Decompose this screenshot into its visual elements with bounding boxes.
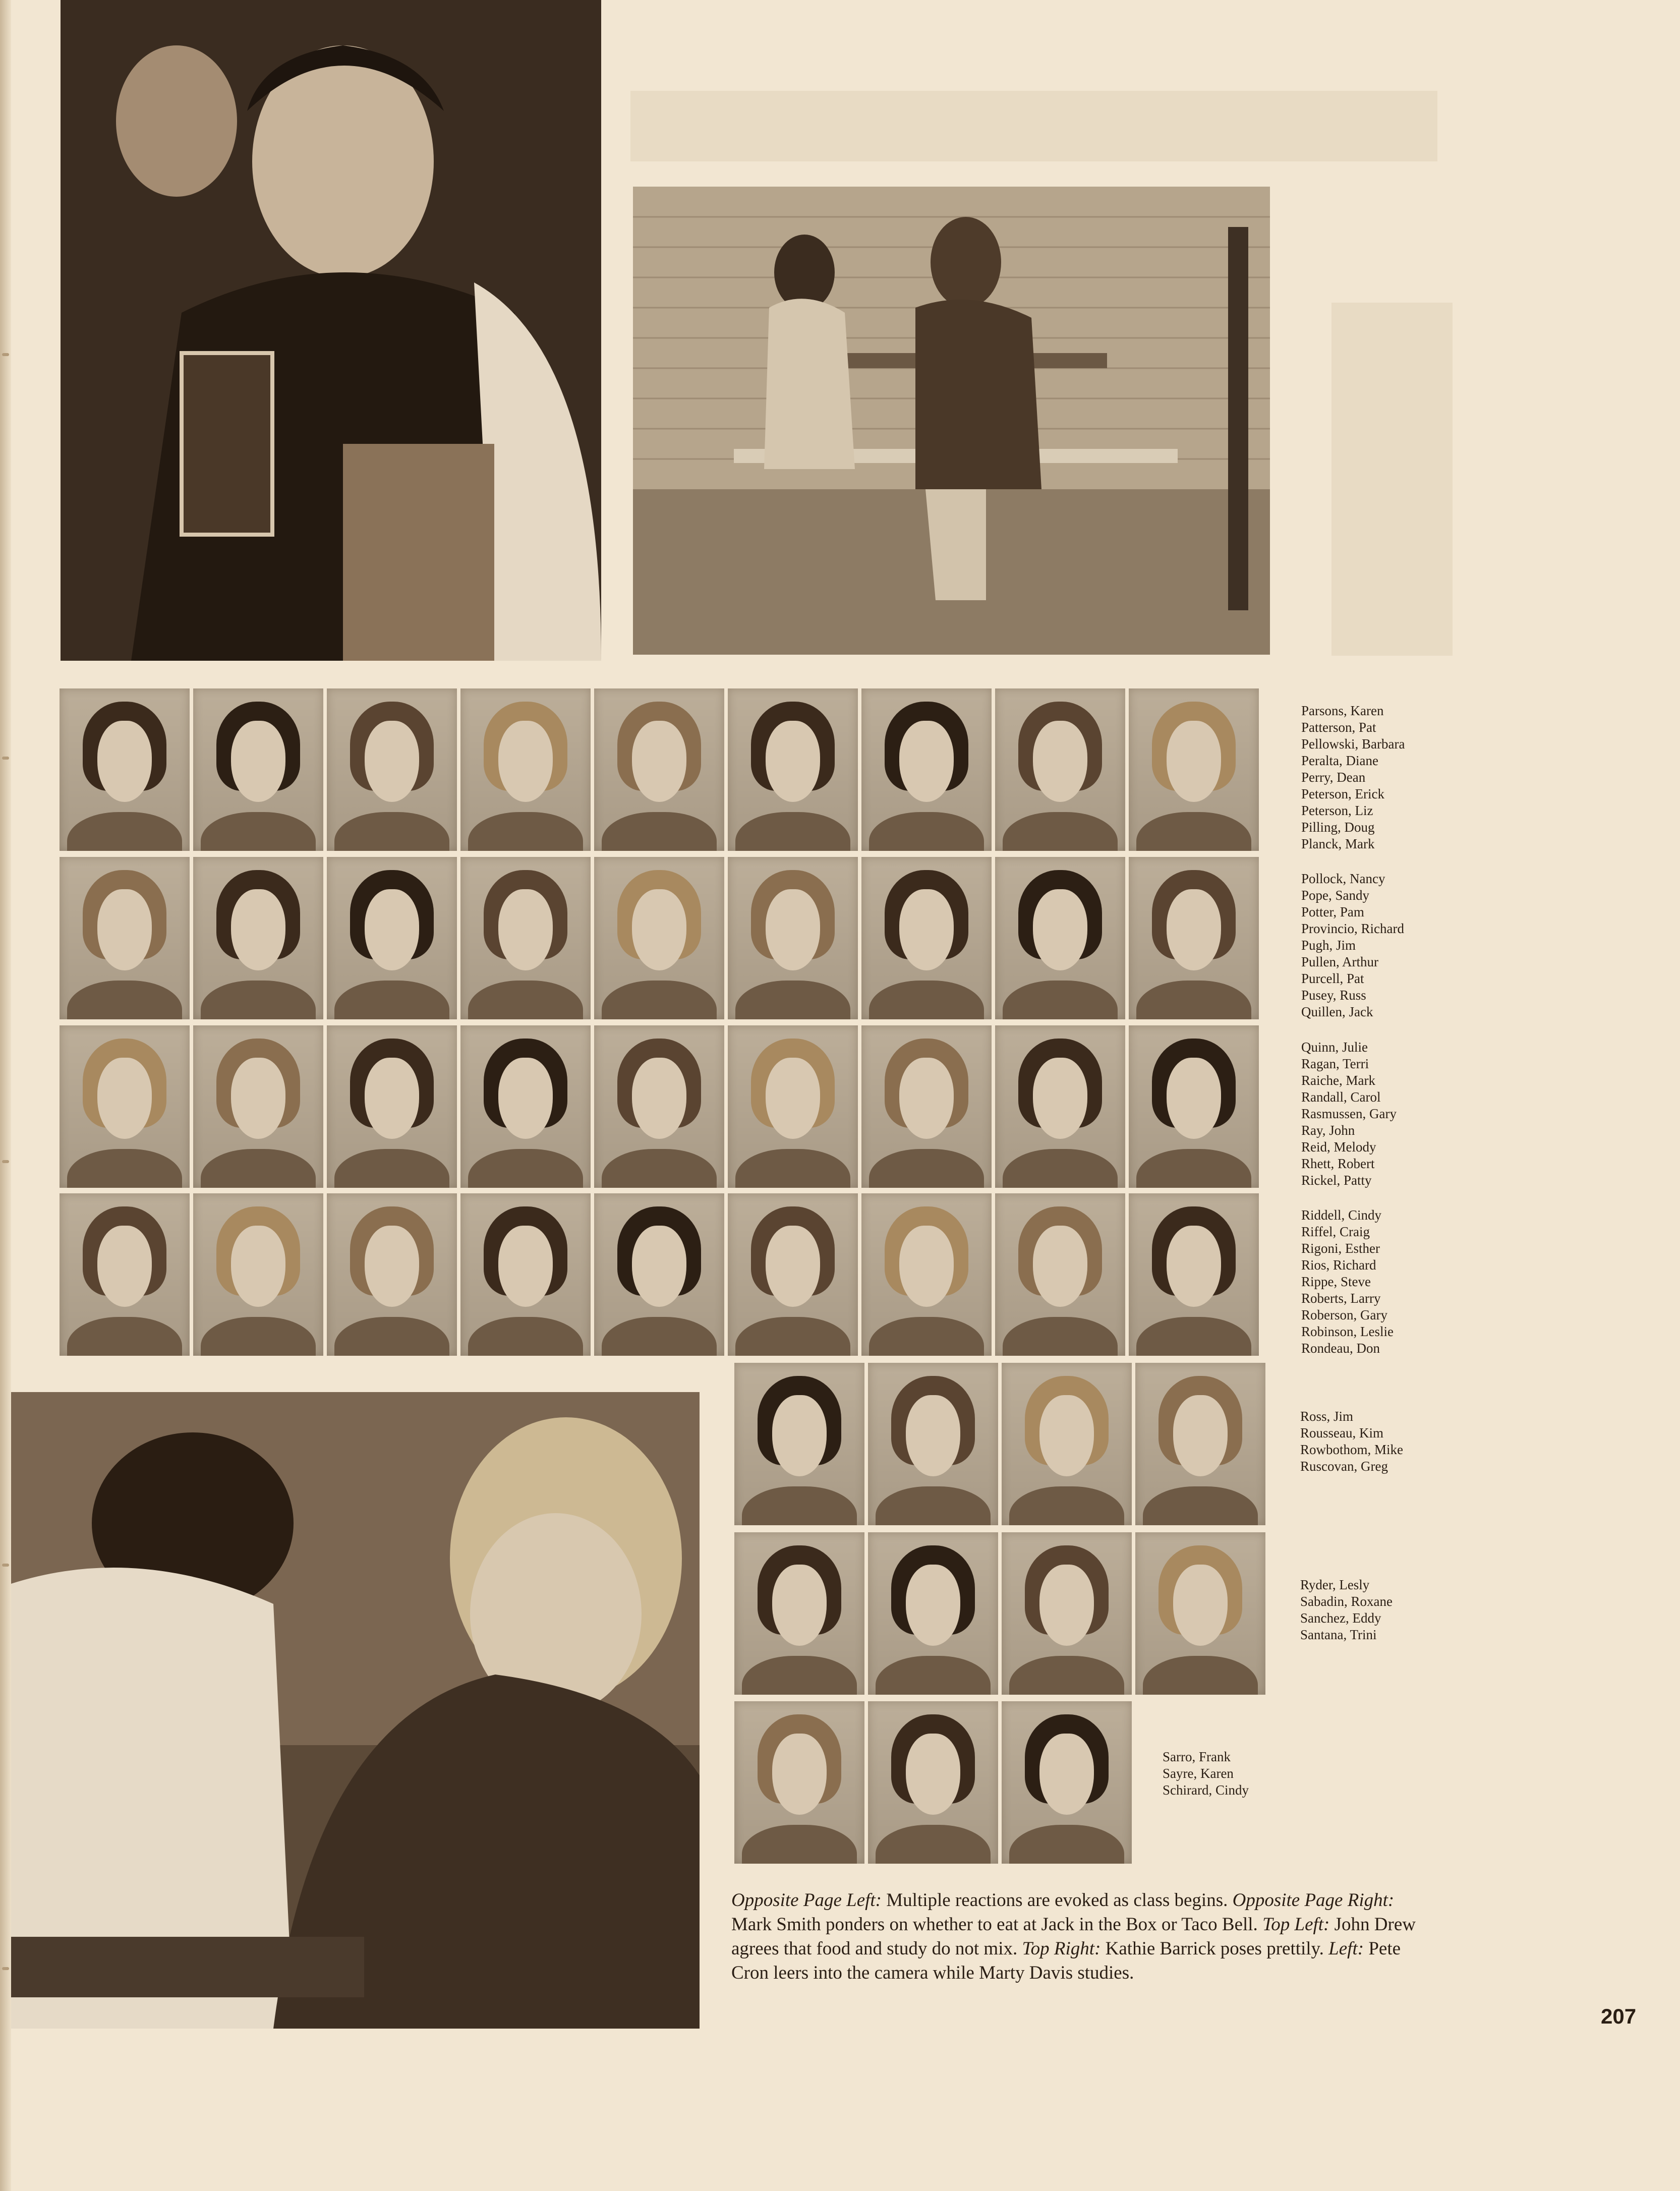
portrait-face bbox=[772, 1565, 827, 1646]
portrait-shoulders bbox=[876, 1825, 990, 1864]
portrait-face bbox=[1033, 721, 1087, 802]
portrait-face bbox=[1173, 1395, 1228, 1476]
caption-label: Left: bbox=[1328, 1938, 1364, 1959]
roster-name: Pope, Sandy bbox=[1301, 888, 1369, 903]
portrait-shoulders bbox=[334, 981, 449, 1019]
student-portrait bbox=[327, 857, 457, 1019]
student-portrait bbox=[728, 1193, 858, 1356]
portrait-shoulders bbox=[334, 812, 449, 851]
student-portrait bbox=[734, 1363, 864, 1525]
roster-name: Sabadin, Roxane bbox=[1300, 1594, 1393, 1609]
portrait-face bbox=[365, 721, 419, 802]
photo-bottom-left bbox=[11, 1392, 700, 2029]
student-portrait bbox=[60, 688, 190, 851]
roster-name: Roberts, Larry bbox=[1301, 1291, 1381, 1306]
roster-name: Rowbothom, Mike bbox=[1300, 1442, 1404, 1457]
portrait-shoulders bbox=[735, 1149, 850, 1188]
student-portrait bbox=[868, 1532, 998, 1695]
caption-label: Opposite Page Left: bbox=[731, 1890, 882, 1911]
portrait-shoulders bbox=[876, 1656, 990, 1695]
portrait-face bbox=[498, 1226, 553, 1307]
student-portrait bbox=[868, 1701, 998, 1864]
roster-group-7 bbox=[1163, 1749, 1249, 1799]
portrait-face bbox=[231, 889, 285, 970]
portrait-shoulders bbox=[742, 1656, 856, 1695]
roster-group-1 bbox=[1301, 703, 1405, 852]
portrait-shoulders bbox=[201, 812, 315, 851]
student-portrait bbox=[193, 1193, 323, 1356]
roster-name: Robinson, Leslie bbox=[1301, 1324, 1394, 1339]
student-portrait bbox=[995, 1025, 1125, 1188]
binding-gutter bbox=[0, 0, 11, 2191]
portrait-face bbox=[1167, 1058, 1221, 1139]
roster-name: Quinn, Julie bbox=[1301, 1040, 1368, 1055]
portrait-shoulders bbox=[735, 981, 850, 1019]
portrait-shoulders bbox=[67, 981, 182, 1019]
portrait-face bbox=[97, 889, 152, 970]
portrait-shoulders bbox=[1003, 1149, 1117, 1188]
roster-name: Planck, Mark bbox=[1301, 836, 1375, 851]
roster-name: Potter, Pam bbox=[1301, 904, 1364, 919]
roster-name: Pilling, Doug bbox=[1301, 820, 1375, 835]
student-portrait bbox=[1129, 1193, 1259, 1356]
page-number: 207 bbox=[1601, 2004, 1637, 2028]
student-portrait bbox=[728, 688, 858, 851]
binding-stitch bbox=[2, 1967, 9, 1970]
binding-stitch bbox=[2, 757, 9, 760]
roster-group-3 bbox=[1301, 1039, 1397, 1189]
roster-name: Santana, Trini bbox=[1300, 1627, 1377, 1642]
student-portrait bbox=[193, 857, 323, 1019]
portrait-shoulders bbox=[742, 1825, 856, 1864]
caption-text: Mark Smith ponders on whether to eat at Jack in the Box or Taco Bell. bbox=[731, 1914, 1263, 1935]
portrait-face bbox=[1039, 1395, 1094, 1476]
roster-name: Roberson, Gary bbox=[1301, 1307, 1387, 1322]
roster-name: Ryder, Lesly bbox=[1300, 1577, 1370, 1592]
bleed-through-shape bbox=[1331, 303, 1453, 656]
roster-name: Sarro, Frank bbox=[1163, 1749, 1231, 1764]
portrait-shoulders bbox=[1143, 1486, 1257, 1525]
roster-name: Rondeau, Don bbox=[1301, 1341, 1380, 1356]
portrait-shoulders bbox=[602, 812, 716, 851]
portrait-shoulders bbox=[735, 812, 850, 851]
portrait-shoulders bbox=[334, 1317, 449, 1356]
portrait-shoulders bbox=[468, 1149, 583, 1188]
photo-students-eating-at-picnic-table-icon bbox=[633, 187, 1270, 655]
portrait-shoulders bbox=[1136, 981, 1251, 1019]
roster-name: Riddell, Cindy bbox=[1301, 1207, 1382, 1223]
student-portrait bbox=[327, 688, 457, 851]
student-portrait bbox=[1135, 1363, 1265, 1525]
student-portrait bbox=[193, 688, 323, 851]
portrait-face bbox=[1167, 889, 1221, 970]
student-portrait bbox=[1002, 1532, 1132, 1695]
portrait-face bbox=[632, 1058, 686, 1139]
student-portrait bbox=[1129, 857, 1259, 1019]
portrait-face bbox=[899, 721, 954, 802]
photo-caption bbox=[731, 1888, 1417, 1985]
roster-name: Peterson, Erick bbox=[1301, 786, 1384, 801]
portrait-face bbox=[899, 1058, 954, 1139]
student-portrait bbox=[460, 857, 591, 1019]
binding-stitch bbox=[2, 353, 9, 356]
roster-name: Pollock, Nancy bbox=[1301, 871, 1385, 886]
portrait-face bbox=[632, 721, 686, 802]
roster-name: Peterson, Liz bbox=[1301, 803, 1373, 818]
caption-label: Top Right: bbox=[1022, 1938, 1101, 1959]
caption-text: Pete Cron leers into the camera while Marty Davis studies. bbox=[731, 1938, 1401, 1983]
portrait-face bbox=[906, 1395, 960, 1476]
portrait-shoulders bbox=[1009, 1825, 1124, 1864]
portrait-shoulders bbox=[67, 812, 182, 851]
portrait-shoulders bbox=[869, 812, 983, 851]
portrait-shoulders bbox=[1143, 1656, 1257, 1695]
portrait-shoulders bbox=[742, 1486, 856, 1525]
roster-group-2 bbox=[1301, 871, 1404, 1020]
student-portrait bbox=[60, 857, 190, 1019]
roster-name: Schirard, Cindy bbox=[1163, 1782, 1249, 1798]
student-portrait bbox=[594, 688, 724, 851]
portrait-face bbox=[766, 889, 820, 970]
portrait-shoulders bbox=[1136, 812, 1251, 851]
roster-name: Reid, Melody bbox=[1301, 1139, 1376, 1155]
portrait-shoulders bbox=[1003, 981, 1117, 1019]
roster-name: Ray, John bbox=[1301, 1123, 1355, 1138]
student-portrait bbox=[995, 1193, 1125, 1356]
portrait-face bbox=[498, 1058, 553, 1139]
portrait-face bbox=[632, 1226, 686, 1307]
student-portrait bbox=[1002, 1363, 1132, 1525]
student-portrait bbox=[460, 1025, 591, 1188]
portrait-face bbox=[766, 1058, 820, 1139]
student-portrait bbox=[728, 1025, 858, 1188]
portrait-shoulders bbox=[468, 812, 583, 851]
portrait-face bbox=[766, 721, 820, 802]
portrait-shoulders bbox=[869, 981, 983, 1019]
binding-stitch bbox=[2, 1160, 9, 1163]
portrait-shoulders bbox=[869, 1149, 983, 1188]
portrait-shoulders bbox=[334, 1149, 449, 1188]
roster-name: Pusey, Russ bbox=[1301, 988, 1366, 1003]
portrait-shoulders bbox=[1003, 812, 1117, 851]
roster-group-5 bbox=[1300, 1408, 1403, 1475]
portrait-face bbox=[1033, 1058, 1087, 1139]
photo-students-studying-in-class-icon bbox=[11, 1392, 700, 2029]
student-portrait bbox=[60, 1193, 190, 1356]
portrait-shoulders bbox=[201, 1317, 315, 1356]
portrait-shoulders bbox=[1009, 1656, 1124, 1695]
roster-name: Rippe, Steve bbox=[1301, 1274, 1371, 1289]
student-portrait bbox=[594, 1025, 724, 1188]
portrait-shoulders bbox=[1136, 1317, 1251, 1356]
student-portrait bbox=[327, 1025, 457, 1188]
portrait-face bbox=[899, 1226, 954, 1307]
portrait-face bbox=[772, 1734, 827, 1815]
roster-name: Patterson, Pat bbox=[1301, 720, 1376, 735]
portrait-face bbox=[1039, 1565, 1094, 1646]
portrait-face bbox=[97, 1226, 152, 1307]
student-portrait bbox=[1129, 688, 1259, 851]
student-portrait bbox=[193, 1025, 323, 1188]
roster-group-4 bbox=[1301, 1207, 1394, 1357]
portrait-face bbox=[498, 889, 553, 970]
student-portrait bbox=[734, 1532, 864, 1695]
portrait-face bbox=[1167, 721, 1221, 802]
portrait-face bbox=[365, 1226, 419, 1307]
portrait-shoulders bbox=[468, 1317, 583, 1356]
student-portrait bbox=[861, 688, 992, 851]
student-portrait bbox=[60, 1025, 190, 1188]
roster-name: Sanchez, Eddy bbox=[1300, 1610, 1381, 1626]
student-portrait bbox=[327, 1193, 457, 1356]
student-portrait bbox=[995, 857, 1125, 1019]
portrait-face bbox=[899, 889, 954, 970]
student-portrait bbox=[861, 1193, 992, 1356]
roster-name: Randall, Carol bbox=[1301, 1089, 1381, 1105]
portrait-face bbox=[498, 721, 553, 802]
roster-name: Rios, Richard bbox=[1301, 1257, 1376, 1273]
portrait-face bbox=[1039, 1734, 1094, 1815]
portrait-shoulders bbox=[201, 981, 315, 1019]
roster-name: Ruscovan, Greg bbox=[1300, 1459, 1388, 1474]
caption-text: Kathie Barrick poses prettily. bbox=[1100, 1938, 1329, 1959]
portrait-face bbox=[906, 1565, 960, 1646]
roster-name: Peralta, Diane bbox=[1301, 753, 1378, 768]
portrait-face bbox=[906, 1734, 960, 1815]
student-portrait bbox=[734, 1701, 864, 1864]
photo-top-right bbox=[633, 187, 1270, 655]
roster-name: Rickel, Patty bbox=[1301, 1173, 1372, 1188]
student-portrait bbox=[594, 1193, 724, 1356]
portrait-face bbox=[231, 721, 285, 802]
roster-name: Ross, Jim bbox=[1300, 1409, 1354, 1424]
roster-name: Quillen, Jack bbox=[1301, 1004, 1373, 1019]
student-portrait bbox=[460, 688, 591, 851]
student-portrait bbox=[1135, 1532, 1265, 1695]
student-portrait bbox=[1002, 1701, 1132, 1864]
portrait-shoulders bbox=[602, 1149, 716, 1188]
roster-name: Rousseau, Kim bbox=[1300, 1425, 1383, 1440]
student-portrait bbox=[460, 1193, 591, 1356]
roster-group-6 bbox=[1300, 1577, 1393, 1643]
student-portrait bbox=[861, 857, 992, 1019]
portrait-face bbox=[632, 889, 686, 970]
portrait-face bbox=[231, 1226, 285, 1307]
binding-stitch bbox=[2, 1564, 9, 1567]
portrait-shoulders bbox=[1003, 1317, 1117, 1356]
roster-name: Pellowski, Barbara bbox=[1301, 736, 1405, 752]
student-portrait bbox=[1129, 1025, 1259, 1188]
portrait-shoulders bbox=[67, 1317, 182, 1356]
roster-name: Pullen, Arthur bbox=[1301, 954, 1378, 969]
portrait-shoulders bbox=[67, 1149, 182, 1188]
roster-name: Rhett, Robert bbox=[1301, 1156, 1375, 1171]
roster-name: Provincio, Richard bbox=[1301, 921, 1404, 936]
portrait-face bbox=[97, 721, 152, 802]
caption-label: Opposite Page Right: bbox=[1232, 1890, 1395, 1911]
bleed-through-shape bbox=[630, 91, 1437, 161]
portrait-face bbox=[365, 1058, 419, 1139]
portrait-shoulders bbox=[869, 1317, 983, 1356]
portrait-face bbox=[1033, 889, 1087, 970]
portrait-shoulders bbox=[602, 1317, 716, 1356]
portrait-face bbox=[1033, 1226, 1087, 1307]
portrait-face bbox=[772, 1395, 827, 1476]
photo-top-left bbox=[61, 0, 601, 661]
roster-name: Rigoni, Esther bbox=[1301, 1241, 1380, 1256]
portrait-shoulders bbox=[1009, 1486, 1124, 1525]
portrait-face bbox=[231, 1058, 285, 1139]
portrait-face bbox=[1167, 1226, 1221, 1307]
portrait-shoulders bbox=[735, 1317, 850, 1356]
roster-name: Ragan, Terri bbox=[1301, 1056, 1369, 1071]
student-portrait bbox=[995, 688, 1125, 851]
portrait-face bbox=[1173, 1565, 1228, 1646]
roster-name: Sayre, Karen bbox=[1163, 1766, 1234, 1781]
portrait-shoulders bbox=[876, 1486, 990, 1525]
roster-name: Rasmussen, Gary bbox=[1301, 1106, 1397, 1121]
roster-name: Raiche, Mark bbox=[1301, 1073, 1375, 1088]
student-portrait bbox=[861, 1025, 992, 1188]
portrait-shoulders bbox=[468, 981, 583, 1019]
roster-name: Perry, Dean bbox=[1301, 770, 1366, 785]
student-portrait bbox=[594, 857, 724, 1019]
caption-text: John Drew agrees that food and study do not mix. bbox=[731, 1914, 1416, 1959]
portrait-shoulders bbox=[602, 981, 716, 1019]
photo-student-letterman-jacket-icon bbox=[61, 0, 601, 661]
roster-name: Parsons, Karen bbox=[1301, 703, 1384, 718]
roster-name: Purcell, Pat bbox=[1301, 971, 1364, 986]
portrait-shoulders bbox=[1136, 1149, 1251, 1188]
portrait-shoulders bbox=[201, 1149, 315, 1188]
student-portrait bbox=[868, 1363, 998, 1525]
caption-label: Top Left: bbox=[1262, 1914, 1330, 1935]
caption-text: Multiple reactions are evoked as class begins. bbox=[882, 1890, 1233, 1911]
roster-name: Riffel, Craig bbox=[1301, 1224, 1370, 1239]
portrait-face bbox=[365, 889, 419, 970]
portrait-face bbox=[766, 1226, 820, 1307]
student-portrait bbox=[728, 857, 858, 1019]
roster-name: Pugh, Jim bbox=[1301, 938, 1356, 953]
portrait-face bbox=[97, 1058, 152, 1139]
